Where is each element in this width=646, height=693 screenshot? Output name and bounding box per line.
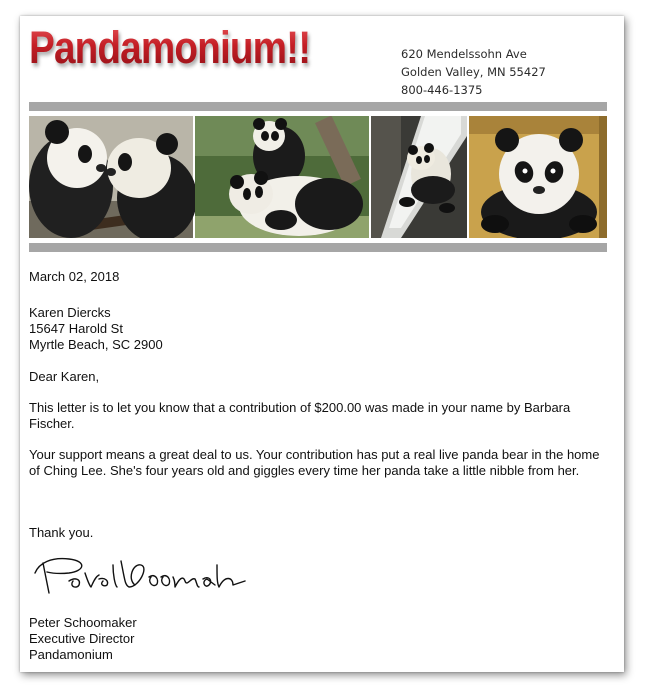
signer-block	[29, 615, 137, 663]
pandas-playing-photo	[195, 116, 369, 238]
recipient-address	[29, 305, 163, 353]
letterhead-address	[401, 45, 546, 99]
panda-photo-strip	[29, 116, 607, 238]
panda-cub-photo	[469, 116, 607, 238]
address-phone: 800-446-1375	[401, 83, 483, 97]
pandamonium-logo: Pandamonium!!	[29, 22, 311, 73]
signer-title: Executive Director	[29, 631, 135, 646]
letter-closing: Thank you.	[29, 525, 94, 540]
address-street: 620 Mendelssohn Ave	[401, 47, 527, 61]
pandas-kissing-photo	[29, 116, 197, 238]
recipient-street: 15647 Harold St	[29, 321, 123, 336]
letter-paragraph-2: Your support means a great deal to us. Your contribution has put a real live panda bear in the home of Ching Lee. She's four years old and giggles every time her panda take a little nibble from her.	[29, 447, 600, 478]
recipient-city: Myrtle Beach, SC 2900	[29, 337, 163, 352]
handwritten-signature	[29, 551, 249, 601]
signer-organization: Pandamonium	[29, 647, 113, 662]
letter-paragraph-1: This letter is to let you know that a contribution of $200.00 was made in your name by Barbara Fischer.	[29, 400, 571, 431]
letter-page	[20, 16, 624, 672]
signer-name: Peter Schoomaker	[29, 615, 137, 630]
panda-on-slide-photo	[371, 116, 467, 238]
header-divider-top	[29, 102, 607, 111]
header-divider-bottom	[29, 243, 607, 252]
recipient-name: Karen Diercks	[29, 305, 111, 320]
address-city: Golden Valley, MN 55427	[401, 65, 546, 79]
letter-date: March 02, 2018	[29, 269, 120, 284]
letter-greeting: Dear Karen,	[29, 369, 100, 384]
